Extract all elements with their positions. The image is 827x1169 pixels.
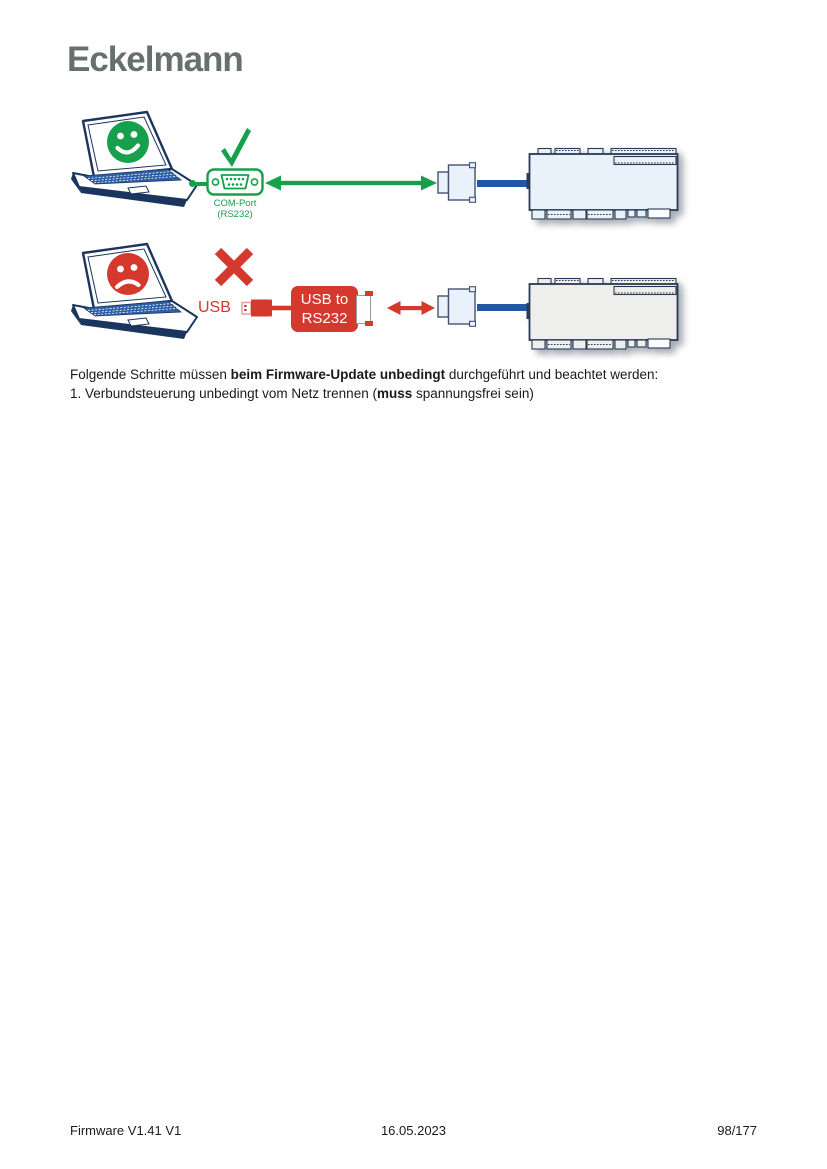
instructions-line2 (70, 385, 760, 404)
instructions-text (70, 366, 760, 403)
footer-version: Firmware V1.41 V1 (70, 1123, 182, 1138)
company-logo: Eckelmann (67, 40, 243, 79)
line2-bold: muss (376, 385, 413, 401)
adapter-serial-port (356, 295, 371, 324)
laptop-happy (68, 110, 202, 210)
checkmark-icon (221, 128, 251, 173)
serial-cable (477, 180, 529, 187)
footer-date: 16.05.2023 (380, 1123, 447, 1138)
db9-serial-connector-icon (206, 168, 264, 201)
adapter-port-tab-bottom (365, 321, 373, 326)
serial-cable-2 (477, 304, 529, 311)
com-port-label (193, 198, 277, 220)
green-double-arrow (264, 174, 438, 197)
line1-bold: beim Firmware-Update unbedingt (230, 367, 446, 382)
usb-rs232-adapter (291, 286, 358, 332)
usb-plug-icon (241, 297, 293, 324)
serial-plug-icon (437, 162, 479, 208)
line1-post: durchgeführt und beachtet werden: (445, 367, 659, 382)
laptop-sad-drawing (68, 242, 202, 342)
instructions-line1 (70, 366, 760, 385)
usb-label: USB (198, 299, 231, 316)
adapter-port-tab-top (365, 291, 373, 296)
sad-smiley-icon (107, 253, 149, 295)
controller-device-bad (526, 277, 686, 358)
line2-post: spannungsfrei sein) (412, 385, 534, 401)
x-mark-icon (213, 246, 255, 293)
adapter-label-line1: USB to (300, 291, 349, 308)
laptop-sad (68, 242, 202, 342)
com-port-label-line1: COM-Port (213, 198, 257, 209)
red-double-arrow (386, 299, 436, 322)
controller-device-good (526, 147, 686, 228)
laptop-happy-drawing (68, 110, 202, 210)
line1-pre: Folgende Schritte müssen (70, 367, 231, 382)
com-port-label-line2: (RS232) (217, 209, 253, 220)
happy-smiley-icon (107, 121, 149, 163)
footer-page-number: 98/177 (717, 1123, 757, 1138)
line2-pre: 1. Verbundsteuerung unbedingt vom Netz trennen ( (70, 385, 377, 401)
adapter-label-line2: RS232 (301, 310, 348, 327)
serial-plug-icon-2 (437, 286, 479, 332)
